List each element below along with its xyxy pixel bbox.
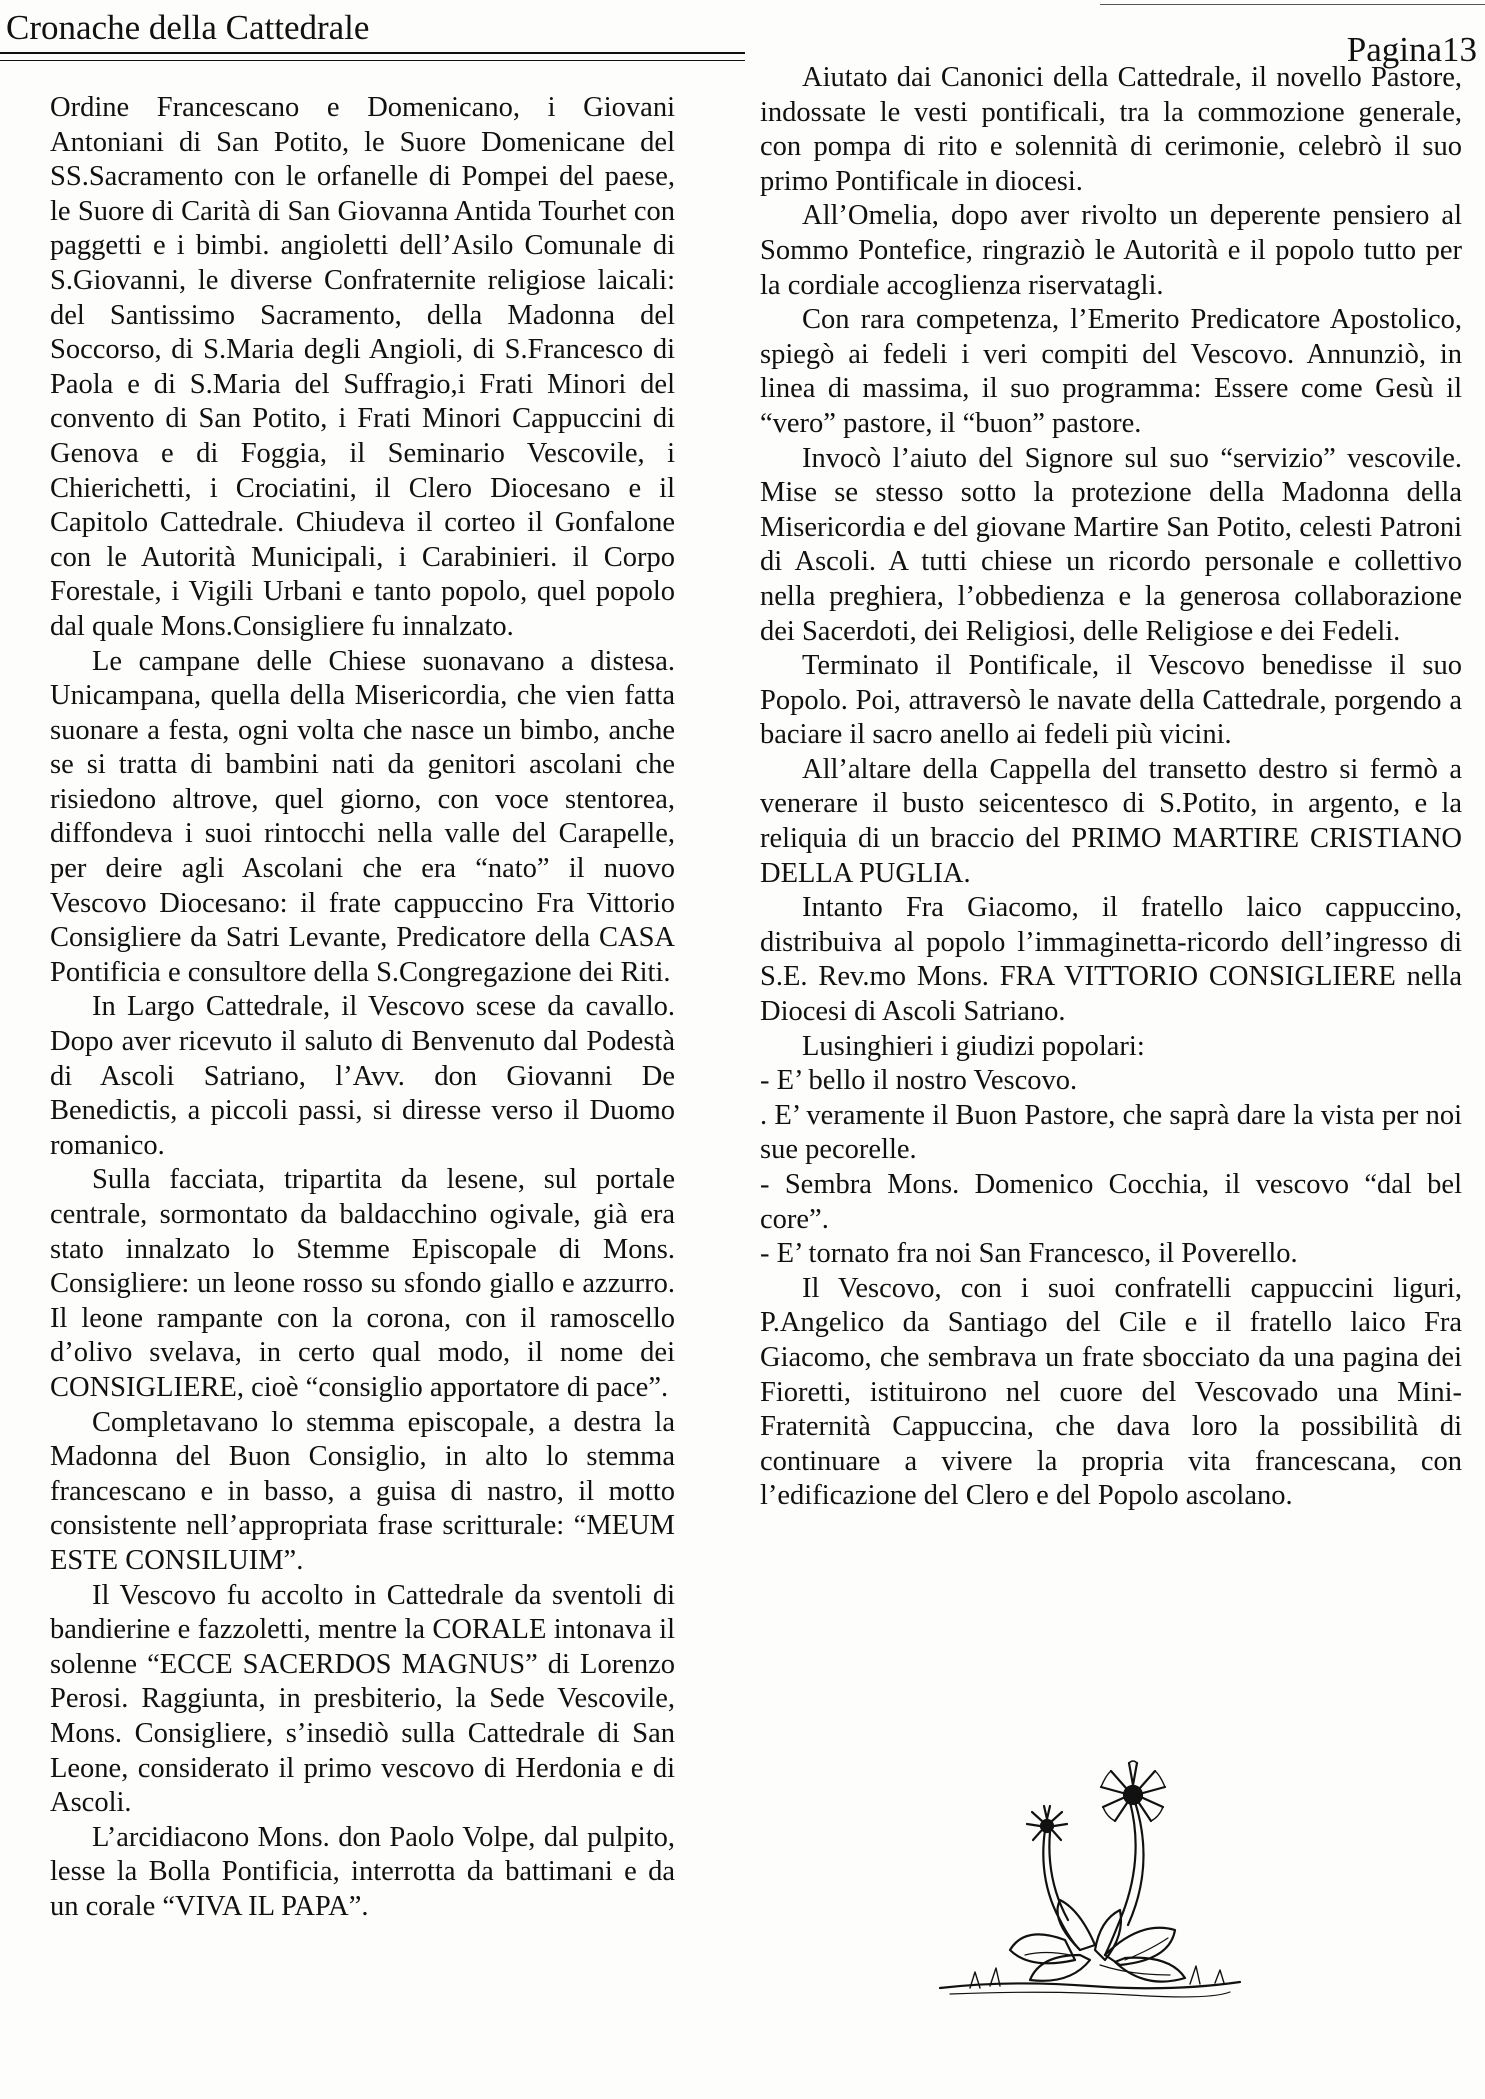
left-column xyxy=(50,91,675,1924)
quote-line: - E’ tornato fra noi San Francesco, il Poverello. xyxy=(760,1238,1298,1270)
paragraph: Completavano lo stemma episcopale, a destra la Madonna del Buon Consiglio, in alto lo stemma francescano e in basso, a guisa di nastro, il motto consistente nell’appropriata frase scritturale: “MEUM ESTE CONSILUIM”. xyxy=(50,1406,675,1576)
running-header-title: Cronache della Cattedrale xyxy=(6,8,370,47)
quote-line: - E’ bello il nostro Vescovo. xyxy=(760,1065,1078,1097)
paragraph: In Largo Cattedrale, il Vescovo scese da cavallo. Dopo aver ricevuto il saluto di Benvenuto dal Podestà di Ascoli Satriano, l’Avv. don Giovanni De Benedictis, a piccoli passi, si diresse verso il Duomo romanico. xyxy=(50,991,675,1161)
flower-drawing-icon xyxy=(930,1750,1250,2010)
quote-line: - Sembra Mons. Domenico Cocchia, il vescovo “dal bel core”. xyxy=(760,1169,1462,1235)
header-rule xyxy=(0,52,745,54)
paragraph: Le campane delle Chiese suonavano a distesa. Unicampana, quella della Misericordia, che vien fatta suonare a festa, ogni volta che nasce un bimbo, anche se si tratta di bambini nati da genitori ascolani che risiedono altrove, quel giorno, con voce stentorea, diffondeva i suoi rintocchi nella valle del Carapelle, per deire agli Ascolani che era “nato” il nuovo Vescovo Diocesano: il frate cappuccino Fra Vittorio Consigliere da Satri Levante, Predicatore della CASA Pontificia e consultore della S.Congregazione dei Riti. xyxy=(50,645,675,988)
paragraph: Aiutato dai Canonici della Cattedrale, il novello Pastore, indossate le vesti pontificali, tra la commozione generale, con pompa di rito e solennità di cerimonie, celebrò il suo primo Pontificale in diocesi. xyxy=(760,62,1462,197)
top-rule xyxy=(1100,4,1485,5)
right-column xyxy=(760,61,1462,1514)
paragraph: All’altare della Cappella del transetto destro si fermò a venerare il busto seicentesco di S.Potito, in argento, e la reliquia di un braccio del PRIMO MARTIRE CRISTIANO DELLA PUGLIA. xyxy=(760,753,1462,889)
page-number: Pagina13 xyxy=(1346,30,1477,69)
paragraph: Il Vescovo fu accolto in Cattedrale da sventoli di bandierine e fazzoletti, mentre la CORALE intonava il solenne “ECCE SACERDOS MAGNUS” di Lorenzo Perosi. Raggiunta, in presbiterio, la Sede Vescovile, Mons. Consigliere, s’insediò sulla Cattedrale di San Leone, considerato il primo vescovo di Herdonia e di Ascoli. xyxy=(50,1579,675,1819)
paragraph: L’arcidiacono Mons. don Paolo Volpe, dal pulpito, lesse la Bolla Pontificia, interrotta da battimani e da un corale “VIVA IL PAPA”. xyxy=(50,1821,675,1922)
paragraph: Il Vescovo, con i suoi confratelli cappuccini liguri, P.Angelico da Santiago del Cile e il fratello laico Fra Giacomo, che sembrava un frate sbocciato da una pagina dei Fioretti, istituirono nel cuore del Vescovado una Mini-Fraternità Cappuccina, che dava loro la possibilità di continuare a vivere la propria vita francescana, con l’edificazione del Clero e del Popolo ascolano. xyxy=(760,1272,1462,1512)
paragraph: Lusinghieri i giudizi popolari: xyxy=(802,1030,1145,1062)
paragraph: Ordine Francescano e Domenicano, i Giovani Antoniani di San Potito, le Suore Domenicane del SS.Sacramento con le orfanelle di Pompei del paese, le Suore di Carità di San Giovanna Antida Tourhet con paggetti e i bimbi. angioletti dell’Asilo Comunale di S.Giovanni, le diverse Confraternite religiose laicali: del Santissimo Sacramento, della Madonna del Soccorso, di S.Maria degli Angioli, di S.Francesco di Paola e di S.Maria del Suffragio,i Frati Minori del convento di San Potito, i Frati Minori Cappuccini di Genova e di Foggia, il Seminario Vescovile, i Chierichetti, i Crociatini, il Clero Diocesano e il Capitolo Cattedrale. Chiudeva il corteo il Gonfalone con le Autorità Municipali, i Carabinieri. il Corpo Forestale, i Vigili Urbani e tanto popolo, quel popolo dal quale Mons.Consigliere fu innalzato. xyxy=(50,92,675,642)
paragraph: Con rara competenza, l’Emerito Predicatore Apostolico, spiegò ai fedeli i veri compiti del Vescovo. Annunziò, in linea di massima, il suo programma: Essere come Gesù il “vero” pastore, il “buon” pastore. xyxy=(760,304,1462,439)
paragraph: All’Omelia, dopo aver rivolto un deperente pensiero al Sommo Pontefice, ringraziò le Autorità e il popolo tutto per la cordiale accoglienza riservatagli. xyxy=(760,200,1462,301)
paragraph: Intanto Fra Giacomo, il fratello laico cappuccino, distribuiva al popolo l’immaginetta-ricordo dell’ingresso di S.E. Rev.mo Mons. FRA VITTORIO CONSIGLIERE nella Diocesi di Ascoli Satriano. xyxy=(760,892,1462,1028)
paragraph: Invocò l’aiuto del Signore sul suo “servizio” vescovile. Mise se stesso sotto la protezione della Madonna della Misericordia e del giovane Martire San Potito, celesti Patroni di Ascoli. A tutti chiese un ricordo personale e collettivo nella preghiera, l’obbedienza e la generosa collaborazione dei Sacerdoti, dei Religiosi, delle Religiose e dei Fedeli. xyxy=(760,442,1462,647)
quote-line: . E’ veramente il Buon Pastore, che saprà dare la vista per noi sue pecorelle. xyxy=(760,1099,1462,1166)
paragraph: Sulla facciata, tripartita da lesene, sul portale centrale, sormontato da baldacchino ogivale, già era stato innalzato lo Stemme Episcopale di Mons. Consigliere: un leone rosso su sfondo giallo e azzurro. Il leone rampante con la corona, con il ramoscello d’olivo svelava, in certo qual modo, il nome dei CONSIGLIERE, cioè “consiglio apportatore di pace”. xyxy=(50,1164,675,1403)
header-rule-thin xyxy=(0,60,745,61)
paragraph: Terminato il Pontificale, il Vescovo benedisse il suo Popolo. Poi, attraversò le navate della Cattedrale, porgendo a baciare il sacro anello ai fedeli più vicini. xyxy=(760,650,1462,751)
